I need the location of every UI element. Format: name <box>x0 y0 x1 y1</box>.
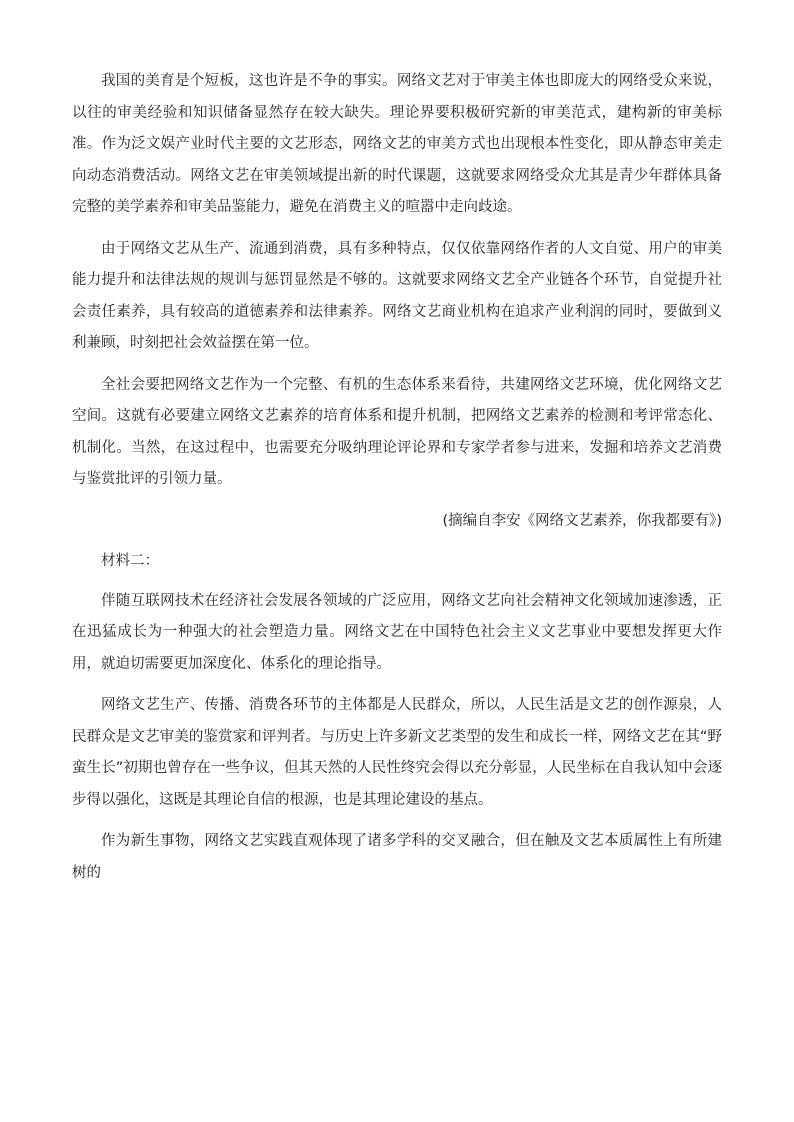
material-two-label: 材料二： <box>101 553 159 569</box>
paragraph-ecosystem: 全社会要把网络文艺作为一个完整、有机的生态体系来看待，共建网络文艺环境，优化网络文艺空间。这就有必要建立网络文艺素养的培育体系和提升机制，把网络文艺素养的检测和考评常态化、机制化。当然，在这过程中，也需要充分吸纳理论评论界和专家学者参与进来，发掘和培养文艺消费与鉴赏批评的引领力量。 <box>72 376 722 487</box>
document-body <box>72 66 722 899</box>
paragraph-industry-chain: 由于网络文艺从生产、流通到消费，具有多种特点，仅仅依靠网络作者的人文自觉、用户的审美能力提升和法律法规的规训与惩罚显然是不够的。这就要求网络文艺全产业链各个环节，自觉提升社会责任素养，具有较高的道德素养和法律素养。网络文艺商业机构在追求产业利润的同时，要做到义利兼顾，时刻把社会效益摆在第一位。 <box>72 240 722 351</box>
paragraph-aesthetic-education: 我国的美育是个短板，这也许是不争的事实。网络文艺对于审美主体也即庞大的网络受众来说，以往的审美经验和知识储备显然存在较大缺失。理论界要积极研究新的审美范式，建构新的审美标准。作为泛文娱产业时代主要的文艺形态，网络文艺的审美方式也出现根本性变化，即从静态审美走向动态消费活动。网络文艺在审美领域提出新的时代课题，这就要求网络受众尤其是青少年群体具备完整的美学素养和审美品鉴能力，避免在消费主义的喧嚣中走向歧途。 <box>72 73 722 215</box>
paragraph-new-phenomenon: 作为新生事物，网络文艺实践直观体现了诸多学科的交叉融合，但在触及文艺本质属性上有所建树的 <box>72 833 722 881</box>
paragraph-people-centered: 网络文艺生产、传播、消费各环节的主体都是人民群众，所以，人民生活是文艺的创作源泉，人民群众是文艺审美的鉴赏家和评判者。与历史上许多新文艺类型的发生和成长一样，网络文艺在其“野蛮生长”初期也曾存在一些争议，但其天然的人民性终究会得以充分彰显，人民坐标在自我认知中会逐步得以强化，这既是其理论自信的根源，也是其理论建设的基点。 <box>72 697 722 808</box>
paragraph-internet-technology: 伴随互联网技术在经济社会发展各领域的广泛应用，网络文艺向社会精神文化领域加速渗透，正在迅猛成长为一种强大的社会塑造力量。网络文艺在中国特色社会主义文艺事业中要想发挥更大作用，就迫切需要更加深度化、体系化的理论指导。 <box>72 592 722 672</box>
source-citation: (摘编自李安《网络文艺素养，你我都要有》) <box>442 512 722 529</box>
